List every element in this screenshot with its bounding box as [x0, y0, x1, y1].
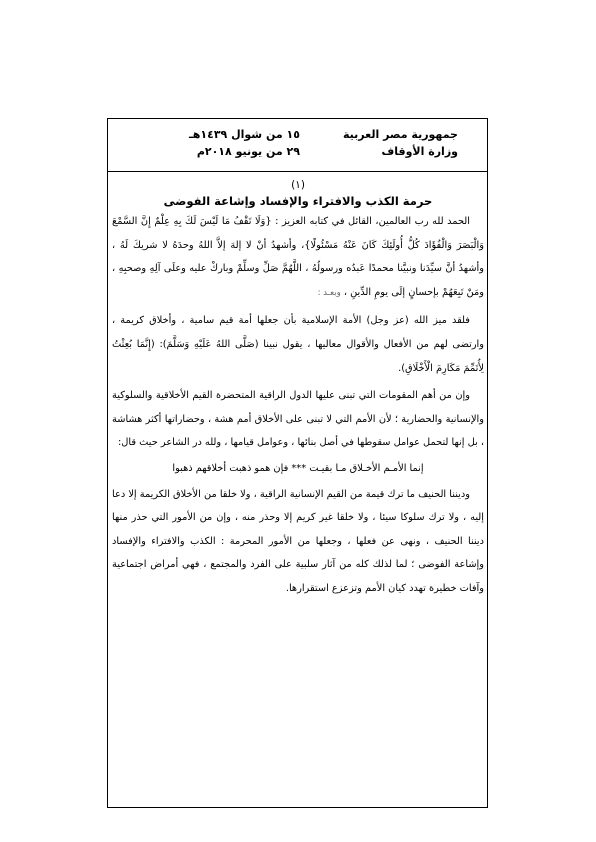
sermon-number: (١) [291, 179, 305, 191]
hijri-date: ١٥ من شوال ١٤٣٩هـ [189, 128, 300, 141]
date-block [189, 126, 300, 160]
document-header [107, 118, 488, 172]
paragraph-warnings: وديننا الحنيف ما ترك قيمة من القيم الإنسانية الراقية ، ولا خلقا من الأخلاق الكريمة إلا دعا إليه ، ولا ترك سلوكا سيئا ، ولا خلقا غير كريم إلا وحذر منه ، وإن من الأمور التي حذر منها ديننا الحنيف ، ونهى عن فعلها ، وجعلها من الأمور المحرمة : الكذب والافتراء والإفساد وإشاعة الفوضى ؛ لما لذلك كله من آثار سلبية على الفرد والمجتمع ، فهي أمراض اجتماعية وآفات خطيرة تهدد كيان الأمم وتزعزع استقرارها. [112, 488, 484, 594]
sermon-body [112, 210, 484, 601]
paragraph-opening [112, 210, 484, 305]
paragraph-virtues: فلقد ميز الله (عز وجل) الأمة الإسلامية بأن جعلها أمة قيم سامية ، وأخلاق كريمة ، وارتضى لهم من الأفعال والأقوال معاليها ، يقول نبينا (صَلَّى اللهُ عَلَيْهِ وَسَلَّمَ): (إِنَّمَا بُعِثْتُ لِأُتَمِّمَ مَكَارِمَ الْأَخْلَاقِ). [112, 315, 484, 374]
paragraph-foundations: وإن من أهم المقومات التي تبنى عليها الدول الراقية المتحضرة القيم الأخلاقية والسلوكية والإنسانية والحضارية ؛ لأن الأمم التي لا تبنى على الأخلاق أمم هشة ، وحضاراتها أكثر هشاشة ، بل إنها لتحمل عوامل سقوطها في أصل بنائها ، وعوامل قيامها ، ولله در الشاعر حيث قال: [112, 390, 484, 449]
gregorian-date: ٢٩ من يونيو ٢٠١٨م [196, 145, 300, 158]
poetry-verse: إنما الأمـم الأخـلاق مـا بقيـت *** فإن همو ذهبت أخلاقهم ذهبوا [172, 462, 424, 474]
ministry-name: وزارة الأوقاف [381, 145, 458, 158]
sermon-heading [0, 178, 596, 210]
issuer-block [343, 126, 458, 160]
opening-tail: وبعـد : [317, 287, 341, 298]
country-name: جمهورية مصر العربية [343, 128, 458, 141]
opening-text: الحمد لله رب العالمين، القائل في كتابه العزيز : {وَلَا تَقْفُ مَا لَيْسَ لَكَ بِهِ عِلْمٌ إِنَّ السَّمْعَ وَالْبَصَرَ وَالْفُؤَادَ كُلُّ أُولَئِكَ كَانَ عَنْهُ مَسْئُولًا}، وأشهدُ أنْ لا إلهَ إلاَّ اللهُ وحدَهُ لا شريكَ لَهُ ، وأشهدُ أنَّ سيِّدَنا ونبيَّنا محمدًا عَبدُه ورسولُهُ ، اللَّهُمَّ صَلِّ وسلِّمْ وباركْ عليه وعلَى آلِهِ وصحبِهِ ، ومَنْ تَبِعَهُمْ بإحسانٍ إلَى يومِ الدِّينِ ، [112, 216, 484, 298]
sermon-title: حرمة الكذب والافتراء والإفساد وإشاعة الفوضى [163, 194, 433, 208]
